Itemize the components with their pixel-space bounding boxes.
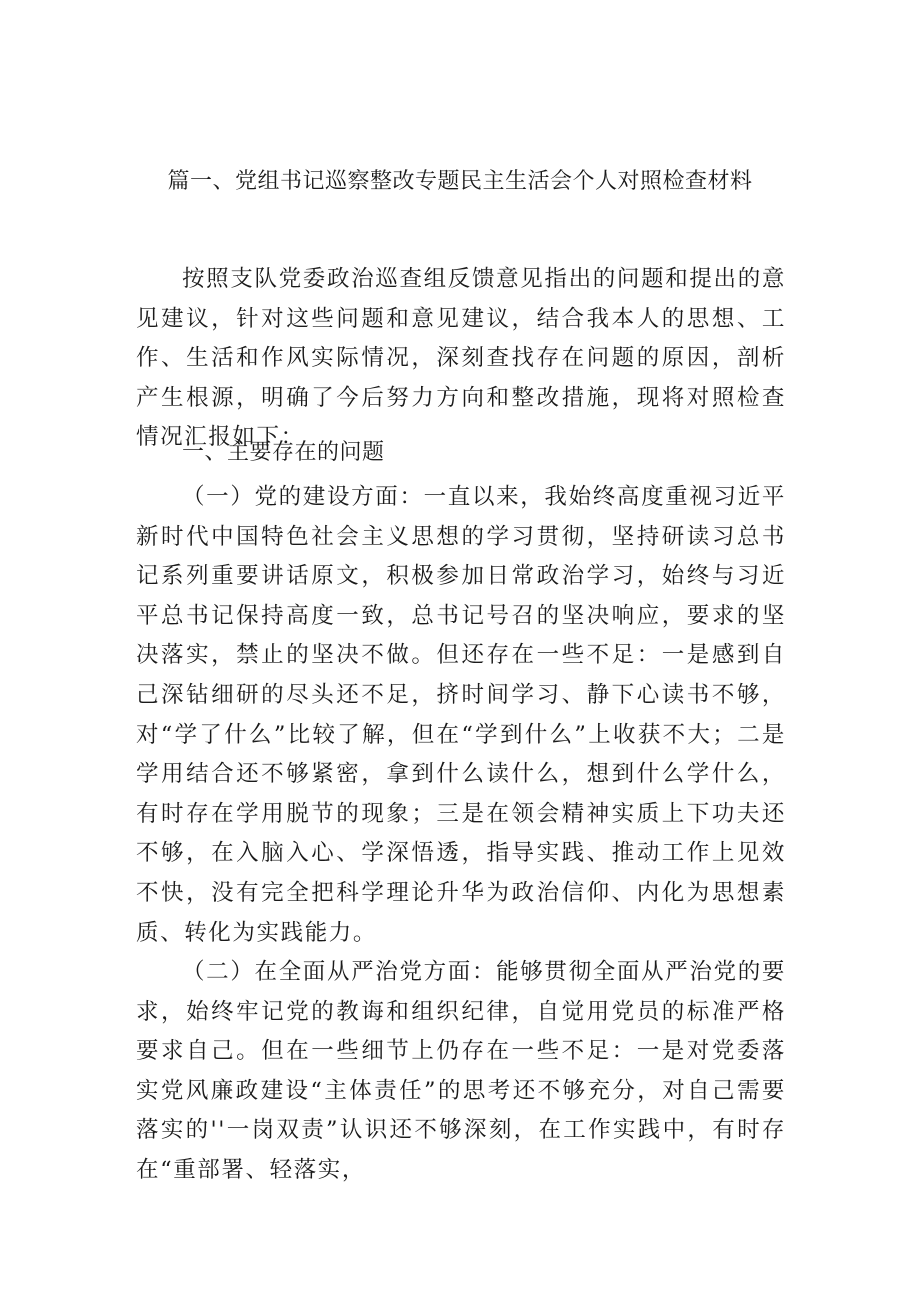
intro-paragraph: 按照支队党委政治巡查组反馈意见指出的问题和提出的意见建议，针对这些问题和意见建议，结合我本人的思想、工作、生活和作风实际情况，深刻查找存在问题的原因，剖析产生根源，明确了今后努力方向和整改措施，现将对照检查情况汇报如下： <box>136 266 786 451</box>
section-heading: 一、主要存在的问题 <box>182 440 385 465</box>
document-title: 篇一、党组书记巡察整改专题民主生活会个人对照检查材料 <box>167 169 753 194</box>
party-building-paragraph-block <box>136 478 786 953</box>
strict-governance-paragraph-block <box>136 953 786 1191</box>
strict-governance-paragraph: （二）在全面从严治党方面：能够贯彻全面从严治党的要求，始终牢记党的教诲和组织纪律，自觉用党员的标准严格要求自己。但在一些细节上仍存在一些不足：一是对党委落实党风廉政建设“主体责任”的思考还不够充分，对自己需要落实的''一岗双责”认识还不够深刻，在工作实践中，有时存在“重部署、轻落实， <box>136 959 786 1183</box>
party-building-paragraph: （一）党的建设方面：一直以来，我始终高度重视习近平新时代中国特色社会主义思想的学习贯彻，坚持研读习总书记系列重要讲话原文，积极参加日常政治学习，始终与习近平总书记保持高度一致，总书记号召的坚决响应，要求的坚决落实，禁止的坚决不做。但还存在一些不足：一是感到自己深钻细研的尽头还不足，挤时间学习、静下心读书不够，对“学了什么”比较了解，但在“学到什么”上收获不大；二是学用结合还不够紧密，拿到什么读什么，想到什么学什么，有时存在学用脱节的现象；三是在领会精神实质上下功夫还不够，在入脑入心、学深悟透，指导实践、推动工作上见效不快，没有完全把科学理论升华为政治信仰、内化为思想素质、转化为实践能力。 <box>136 484 786 946</box>
intro-paragraph-block <box>136 260 786 458</box>
